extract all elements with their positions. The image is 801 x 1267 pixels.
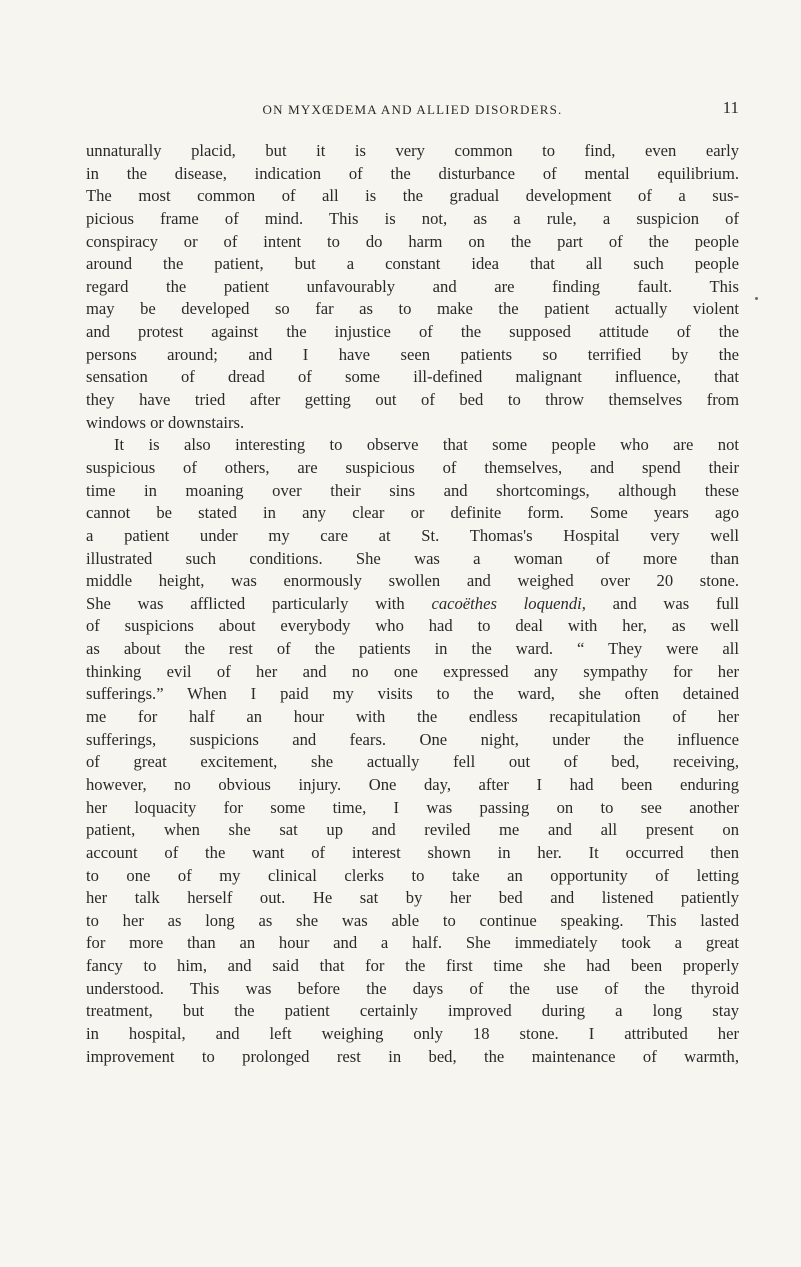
text-line: cannot be stated in any clear or definite form. Some years ago <box>86 503 739 523</box>
text-line: to her as long as she was able to continue speaking. This lasted <box>86 910 739 930</box>
text-line: in the disease, indication of the disturbance of mental equilibrium. <box>86 163 739 183</box>
text-line: persons around; and I have seen patients so terrified by the <box>86 344 739 364</box>
running-head: ON MYXŒDEMA AND ALLIED DISORDERS. <box>262 102 563 117</box>
page-header <box>86 98 739 122</box>
text-line: illustrated such conditions. She was a woman of more than <box>86 548 739 568</box>
print-speck <box>755 297 758 300</box>
text-line: It is also interesting to observe that some people who are not <box>114 435 739 455</box>
text-line: improvement to prolonged rest in bed, the maintenance of warmth, <box>86 1046 739 1066</box>
text-line: unnaturally placid, but it is very common to find, even early <box>86 141 739 160</box>
text-line: may be developed so far as to make the patient actually violent <box>86 299 739 319</box>
text-line: a patient under my care at St. Thomas's Hospital very well <box>86 525 739 545</box>
text-line: She was afflicted particularly with cacoëthes loquendi, and was full <box>86 593 740 613</box>
text-line: time in moaning over their sins and shortcomings, although these <box>86 480 739 500</box>
text-line: conspiracy or of intent to do harm on the part of the people <box>86 231 739 251</box>
text-line: sufferings.” When I paid my visits to the ward, she often detained <box>86 684 739 704</box>
text-line: and protest against the injustice of the supposed attitude of the <box>86 322 739 342</box>
text-line: to one of my clinical clerks to take an opportunity of letting <box>86 865 739 885</box>
text-line: of suspicions about everybody who had to deal with her, as well <box>86 616 739 636</box>
text-line: windows or downstairs. <box>86 412 245 432</box>
latin-phrase: cacoëthes loquendi <box>431 593 582 613</box>
text-line: fancy to him, and said that for the first time she had been properly <box>86 956 739 976</box>
body-text <box>86 140 739 1068</box>
page-number: 11 <box>722 98 739 117</box>
text-line: her loquacity for some time, I was passing on to see another <box>86 797 739 817</box>
text-line: for more than an hour and a half. She immediately took a great <box>86 933 739 953</box>
text-line: thinking evil of her and no one expressed any sympathy for her <box>86 661 739 681</box>
text-line: they have tried after getting out of bed to throw themselves from <box>86 390 739 410</box>
paragraph-2 <box>86 434 739 1068</box>
text-line: me for half an hour with the endless recapitulation of her <box>86 707 739 727</box>
text-line: picious frame of mind. This is not, as a rule, a suspicion of <box>86 208 739 228</box>
text-line: suspicious of others, are suspicious of themselves, and spend their <box>86 457 739 477</box>
text-line: in hospital, and left weighing only 18 stone. I attributed her <box>86 1023 739 1043</box>
text-line: treatment, but the patient certainly improved during a long stay <box>86 1001 739 1021</box>
text-line: her talk herself out. He sat by her bed and listened patiently <box>86 888 739 908</box>
text-line: middle height, was enormously swollen and weighed over 20 stone. <box>86 571 739 591</box>
text-line: The most common of all is the gradual development of a sus- <box>86 186 739 206</box>
text-line: sufferings, suspicions and fears. One night, under the influence <box>86 729 739 749</box>
text-line: around the patient, but a constant idea that all such people <box>86 254 739 274</box>
text-line: understood. This was before the days of the use of the thyroid <box>86 978 739 998</box>
text-line: however, no obvious injury. One day, after I had been enduring <box>86 774 739 794</box>
text-line: sensation of dread of some ill-defined malignant influence, that <box>86 367 739 387</box>
text-line: as about the rest of the patients in the ward. “ They were all <box>86 639 739 659</box>
text-line: regard the patient unfavourably and are finding fault. This <box>86 276 739 296</box>
text-line: account of the want of interest shown in her. It occurred then <box>86 842 739 862</box>
paragraph-1 <box>86 140 739 434</box>
text-line: of great excitement, she actually fell out of bed, receiving, <box>86 752 739 772</box>
text-line: patient, when she sat up and reviled me and all present on <box>86 820 739 840</box>
